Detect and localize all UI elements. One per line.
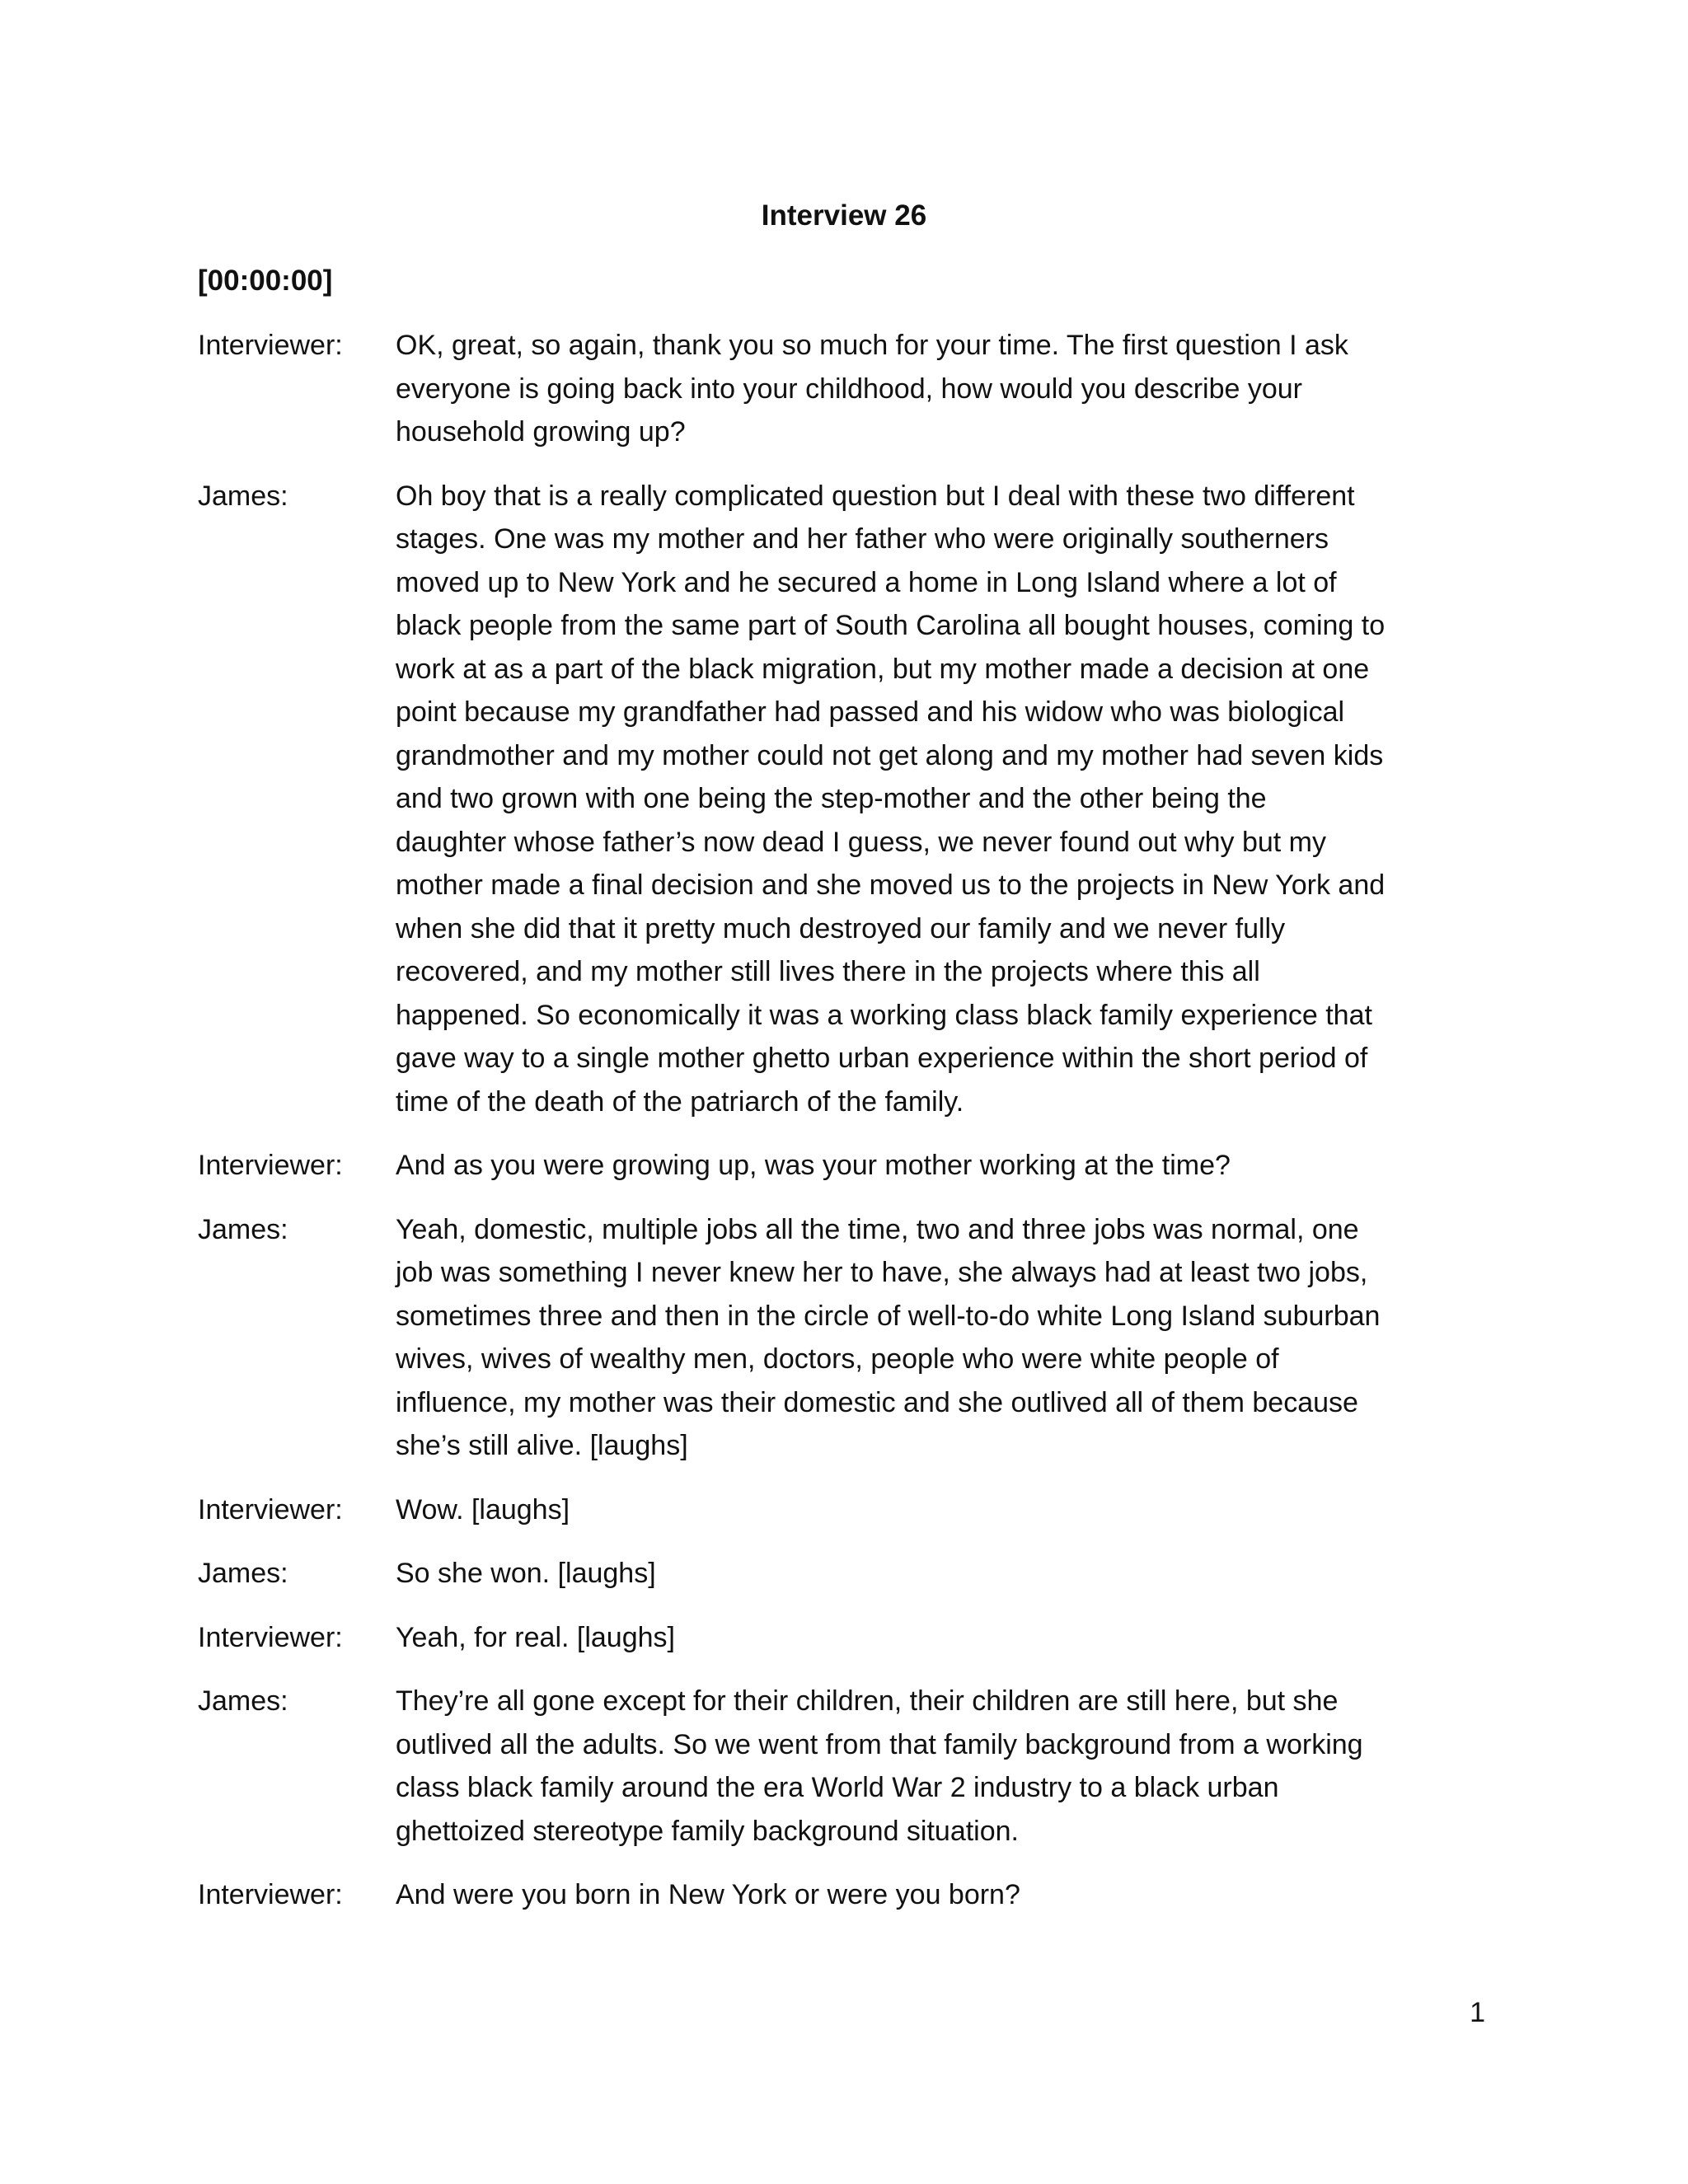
speaker-label: Interviewer: — [198, 1621, 343, 1653]
utterance-line: happened. So economically it was a working class black family experience that — [396, 999, 1372, 1031]
utterance-line: and two grown with one being the step-mother and the other being the — [396, 783, 1267, 814]
transcript-turn — [198, 1208, 1484, 1468]
speaker-label: Interviewer: — [198, 1150, 343, 1181]
speaker-label: James: — [198, 1558, 288, 1589]
utterance-line: wives, wives of wealthy men, doctors, people who were white people of — [396, 1343, 1279, 1375]
utterance-text — [396, 324, 1484, 454]
utterance-line: mother made a final decision and she moved us to the projects in New York and — [396, 869, 1386, 901]
utterance-line: gave way to a single mother ghetto urban experience within the short period of — [396, 1043, 1368, 1074]
utterance-line: Wow. [laughs] — [396, 1493, 570, 1526]
utterance-line: They’re all gone except for their children, their children are still here, but she — [396, 1685, 1339, 1717]
utterance-text — [396, 1552, 1484, 1596]
utterance-line: sometimes three and then in the circle of well-to-do white Long Island suburban — [396, 1300, 1381, 1332]
speaker-label: Interviewer: — [198, 330, 343, 361]
utterance-text — [396, 1488, 1484, 1532]
transcript — [198, 324, 1484, 1938]
utterance-line: she’s still alive. [laughs] — [396, 1430, 688, 1461]
utterance-line: time of the death of the patriarch of the family. — [396, 1085, 964, 1118]
utterance-line: work at as a part of the black migration, but my mother made a decision at one — [396, 653, 1370, 685]
utterance-line: black people from the same part of South Carolina all bought houses, coming to — [396, 610, 1386, 641]
utterance-line: job was something I never knew her to have, she always had at least two jobs, — [396, 1257, 1368, 1288]
page-number: 1 — [1470, 1997, 1485, 2028]
timestamp: [00:00:00] — [198, 265, 333, 297]
speaker-label: James: — [198, 480, 288, 512]
transcript-turn — [198, 1616, 1484, 1660]
utterance-text — [396, 1208, 1484, 1468]
utterance-line: OK, great, so again, thank you so much for your time. The first question I ask — [396, 330, 1348, 361]
speaker-label: Interviewer: — [198, 1879, 343, 1910]
speaker-label: James: — [198, 1685, 288, 1717]
transcript-turn — [198, 324, 1484, 454]
utterance-line: influence, my mother was their domestic and she outlived all of them because — [396, 1386, 1358, 1418]
document-title: Interview 26 — [761, 199, 927, 232]
utterance-line: Oh boy that is a really complicated question but I deal with these two different — [396, 480, 1355, 512]
utterance-line: So she won. [laughs] — [396, 1558, 656, 1589]
utterance-line: moved up to New York and he secured a home in Long Island where a lot of — [396, 566, 1337, 598]
utterance-text — [396, 1873, 1484, 1917]
transcript-turn — [198, 1680, 1484, 1853]
utterance-line: ghettoized stereotype family background situation. — [396, 1815, 1020, 1847]
utterance-line: point because my grandfather had passed and his widow who was biological — [396, 696, 1345, 728]
utterance-line: outlived all the adults. So we went from that family background from a working — [396, 1728, 1363, 1760]
utterance-line: stages. One was my mother and her father who were originally southerners — [396, 523, 1329, 555]
utterance-line: household growing up? — [396, 416, 686, 448]
utterance-line: when she did that it pretty much destroyed our family and we never fully — [396, 912, 1286, 944]
utterance-line: recovered, and my mother still lives there in the projects where this all — [396, 956, 1260, 987]
utterance-text — [396, 1144, 1484, 1188]
transcript-turn — [198, 1873, 1484, 1917]
utterance-line: Yeah, for real. [laughs] — [396, 1621, 675, 1653]
transcript-turn — [198, 1144, 1484, 1188]
utterance-line: class black family around the era World War 2 industry to a black urban — [396, 1772, 1279, 1803]
speaker-label: Interviewer: — [198, 1493, 343, 1526]
speaker-label: James: — [198, 1213, 288, 1245]
utterance-text — [396, 475, 1484, 1124]
utterance-line: And were you born in New York or were you born? — [396, 1879, 1020, 1910]
transcript-turn — [198, 1488, 1484, 1532]
utterance-line: And as you were growing up, was your mother working at the time? — [396, 1150, 1231, 1181]
utterance-text — [396, 1616, 1484, 1660]
utterance-line: everyone is going back into your childhood, how would you describe your — [396, 373, 1302, 405]
utterance-text — [396, 1680, 1484, 1853]
transcript-turn — [198, 475, 1484, 1124]
utterance-line: Yeah, domestic, multiple jobs all the time, two and three jobs was normal, one — [396, 1213, 1359, 1245]
utterance-line: grandmother and my mother could not get along and my mother had seven kids — [396, 739, 1384, 771]
utterance-line: daughter whose father’s now dead I guess, we never found out why but my — [396, 826, 1326, 858]
transcript-turn — [198, 1552, 1484, 1596]
